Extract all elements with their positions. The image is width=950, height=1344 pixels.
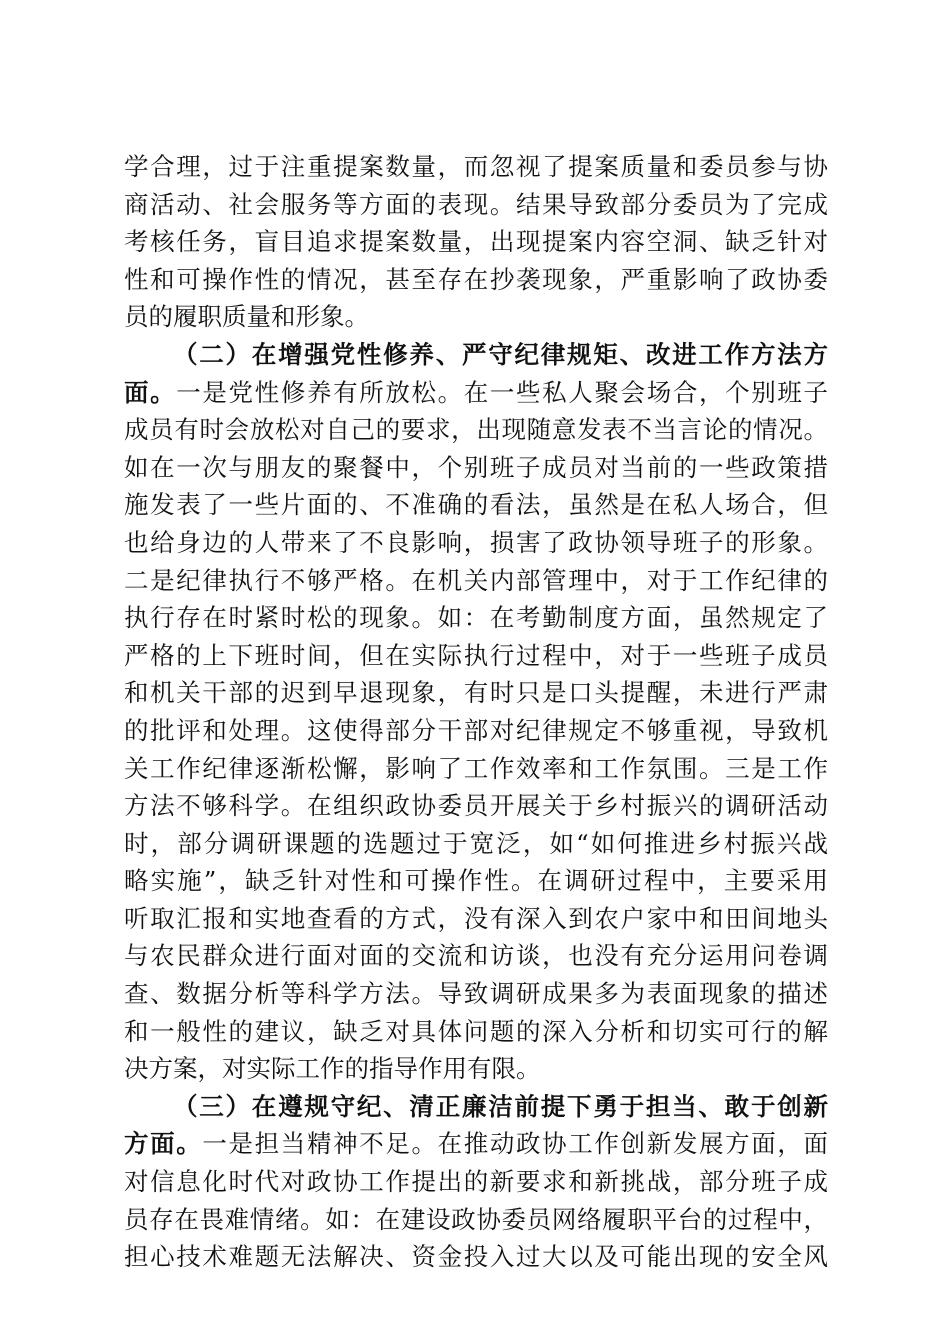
body-text-line	[124, 486, 828, 524]
body-text-line	[124, 562, 828, 600]
body-text-line	[124, 1201, 828, 1239]
body-text-line	[124, 411, 828, 449]
bold-heading-text: （三）在遵规守纪、清正廉洁前提下勇于担当、敢于创新	[173, 1091, 828, 1121]
body-text: 的批评和处理。这使得部分干部对纪律规定不够重视，导致机	[124, 715, 828, 745]
body-text: 成员有时会放松对自己的要求，出现随意发表不当言论的情况。	[124, 415, 828, 445]
body-text: 员的履职质量和形象。	[124, 302, 369, 332]
body-text-line	[124, 148, 828, 186]
body-text-line	[124, 599, 828, 637]
body-text: 时，部分调研课题的选题过于宽泛，如“如何推进乡村振兴战	[124, 828, 828, 858]
body-text-line	[124, 1238, 828, 1276]
body-text-line	[124, 975, 828, 1013]
body-text-line	[124, 825, 828, 863]
body-text: 考核任务，盲目追求提案数量，出现提案内容空洞、缺乏针对	[124, 227, 828, 257]
body-text-line	[124, 261, 828, 299]
body-text-line	[124, 750, 828, 788]
body-text: 决方案，对实际工作的指导作用有限。	[124, 1054, 541, 1084]
body-text-line	[124, 900, 828, 938]
section-heading-line	[124, 1088, 828, 1126]
body-text-line	[124, 223, 828, 261]
body-text: 略实施”，缺乏针对性和可操作性。在调研过程中，主要采用	[124, 866, 828, 896]
body-text-line	[124, 374, 828, 412]
body-text-line	[124, 298, 828, 336]
bold-heading-text: （二）在增强党性修养、严守纪律规矩、改进工作方法方	[173, 339, 828, 369]
body-text-line	[124, 862, 828, 900]
body-text: 与农民群众进行面对面的交流和访谈，也没有充分运用问卷调	[124, 941, 828, 971]
body-text-line	[124, 937, 828, 975]
body-text-line	[124, 449, 828, 487]
body-text-line	[124, 186, 828, 224]
body-text-line	[124, 524, 828, 562]
body-text: 严格的上下班时间，但在实际执行过程中，对于一些班子成员	[124, 640, 828, 670]
body-text: 和一般性的建议，缺乏对具体问题的深入分析和切实可行的解	[124, 1016, 828, 1046]
body-text: 员存在畏难情绪。如：在建设政协委员网络履职平台的过程中，	[124, 1204, 828, 1234]
body-text: 如在一次与朋友的聚餐中，个别班子成员对当前的一些政策措	[124, 452, 828, 482]
body-text: 二是纪律执行不够严格。在机关内部管理中，对于工作纪律的	[124, 565, 828, 595]
body-text: 查、数据分析等科学方法。导致调研成果多为表面现象的描述	[124, 979, 828, 1009]
body-text: 执行存在时紧时松的现象。如：在考勤制度方面，虽然规定了	[124, 603, 828, 633]
body-text: 一是担当精神不足。在推动政协工作创新发展方面，面	[202, 1129, 828, 1159]
bold-heading-text: 方面。	[124, 1129, 203, 1159]
body-text-line	[124, 1125, 828, 1163]
section-heading-line	[124, 336, 828, 374]
bold-heading-text: 面。	[124, 377, 177, 407]
body-text-line	[124, 712, 828, 750]
body-text-line	[124, 1050, 828, 1088]
body-text-line	[124, 1163, 828, 1201]
body-text: 学合理，过于注重提案数量，而忽视了提案质量和委员参与协	[124, 152, 828, 181]
body-text-line	[124, 787, 828, 825]
body-text: 也给身边的人带来了不良影响，损害了政协领导班子的形象。	[124, 527, 828, 557]
body-text: 对信息化时代对政协工作提出的新要求和新挑战，部分班子成	[124, 1167, 828, 1197]
body-text: 施发表了一些片面的、不准确的看法，虽然是在私人场合，但	[124, 490, 828, 520]
body-text: 方法不够科学。在组织政协委员开展关于乡村振兴的调研活动	[124, 791, 828, 821]
body-text-line	[124, 674, 828, 712]
body-text: 关工作纪律逐渐松懈，影响了工作效率和工作氛围。三是工作	[124, 753, 828, 783]
body-text: 和机关干部的迟到早退现象，有时只是口头提醒，未进行严肃	[124, 678, 828, 708]
body-text: 听取汇报和实地查看的方式，没有深入到农户家中和田间地头	[124, 903, 828, 933]
body-text: 性和可操作性的情况，甚至存在抄袭现象，严重影响了政协委	[124, 264, 828, 294]
document-page	[124, 148, 828, 1276]
body-text: 一是党性修养有所放松。在一些私人聚会场合，个别班子	[176, 377, 828, 407]
body-text-line	[124, 637, 828, 675]
body-text-line	[124, 1013, 828, 1051]
body-text: 商活动、社会服务等方面的表现。结果导致部分委员为了完成	[124, 189, 828, 219]
body-text: 担心技术难题无法解决、资金投入过大以及可能出现的安全风	[124, 1242, 828, 1272]
